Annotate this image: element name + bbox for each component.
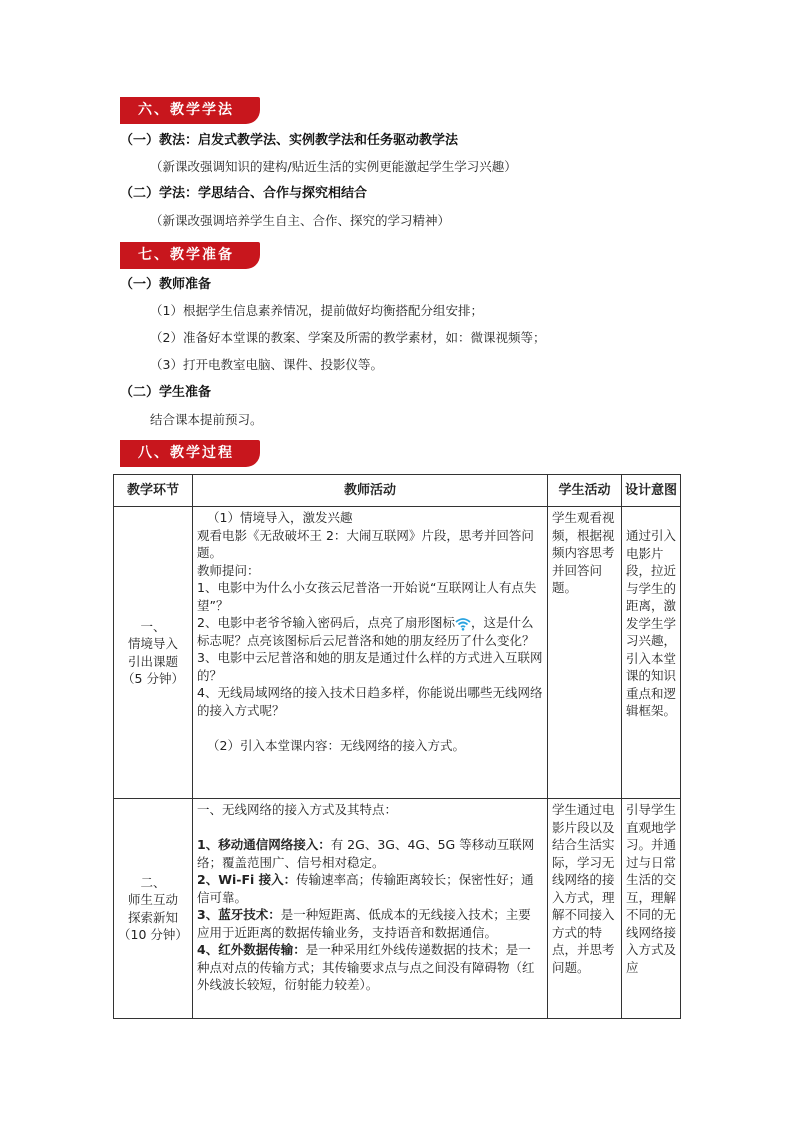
stage-line: 探索新知 [127, 909, 178, 925]
teaching-process-table [113, 474, 681, 1019]
header-teacher: 教师活动 [193, 475, 548, 507]
teacher-prep-heading: （一）教师准备 [120, 277, 212, 292]
teacher-line: （1）情境导入，激发兴趣 [207, 510, 353, 525]
question-text: ，这是什么标志呢？点亮该图标后云尼普洛和她的朋友经历了什么变化？ [197, 615, 535, 648]
table-header-row [114, 475, 681, 507]
teacher-question: 4、无线局域网络的接入技术日趋多样，你能说出哪些无线网络的接入方式呢？ [197, 685, 543, 718]
teacher-activity-cell [193, 799, 548, 1019]
section-banner-6: 六、教学学法 [120, 97, 260, 124]
stage-cell [114, 799, 193, 1019]
stage-cell [114, 507, 193, 799]
teacher-question: 1、电影中为什么小女孩云尼普洛一开始说“互联网让人有点失望”？ [197, 580, 537, 613]
stage-line: 师生互动 [127, 892, 178, 907]
design-intent-cell: 引导学生直观地学习。并通过与日常生活的交互，理解不同的无线网络接入方式及应 [622, 799, 681, 1019]
table-row [114, 507, 681, 799]
access-item [197, 836, 543, 871]
stage-line: 引出课题 [127, 653, 178, 669]
teacher-line: 一、无线网络的接入方式及其特点： [197, 802, 398, 817]
access-item-title: 4、红外数据传输： [197, 942, 306, 957]
access-item-text: 有 2G、3G、4G、5G 等移动互联网络；覆盖范围广、信号相对稳定。 [197, 837, 535, 870]
access-item-text: 是一种短距离、低成本的无线接入技术；主要应用于近距离的数据传输业务，支持语音和数据通信。 [197, 907, 531, 940]
teaching-method-heading: （一）教法：启发式教学法、实例教学法和任务驱动教学法 [120, 133, 459, 148]
access-item [197, 941, 543, 994]
section-banner-8: 八、教学过程 [120, 440, 260, 467]
teacher-activity-cell [193, 507, 548, 799]
access-item-title: 2、Wi-Fi 接入： [197, 872, 297, 887]
teacher-prep-item-2: （2）准备好本堂课的教案、学案及所需的教学素材，如：微课视频等； [150, 330, 546, 345]
wifi-icon [455, 617, 471, 631]
teacher-prep-item-3: （3）打开电教室电脑、课件、投影仪等。 [150, 357, 383, 372]
student-prep-heading: （二）学生准备 [120, 385, 212, 400]
stage-line: 情境导入 [127, 636, 178, 651]
stage-line: 二、 [140, 874, 166, 890]
header-stage: 教学环节 [114, 475, 193, 507]
teacher-question [197, 614, 543, 649]
header-student: 学生活动 [548, 475, 622, 507]
access-item-text: 是一种采用红外线传递数据的技术；是一种点对点的传输方式；其传输要求点与点之间没有障碍物（红外线波长较短，衍射能力较差）。 [197, 942, 535, 992]
section-banner-7: 七、教学准备 [120, 242, 260, 269]
teacher-line: （2）引入本堂课内容：无线网络的接入方式。 [207, 737, 465, 753]
teacher-prep-item-1: （1）根据学生信息素养情况，提前做好均衡搭配分组安排； [150, 303, 483, 318]
teacher-question: 3、电影中云尼普洛和她的朋友是通过什么样的方式进入互联网的？ [197, 650, 543, 683]
learning-method-note: （新课改强调培养学生自主、合作、探究的学习精神） [150, 213, 451, 228]
question-text: 2、电影中老爷爷输入密码后，点亮了扇形图标 [197, 615, 455, 630]
student-prep-text: 结合课本提前预习。 [150, 412, 263, 427]
access-item-text: 传输速率高；传输距离较长；保密性好；通信可靠。 [197, 872, 534, 905]
student-activity-cell: 学生通过电影片段以及结合生活实际，学习无线网络的接入方式，理解不同接入方式的特点，并思考问题。 [548, 799, 622, 1019]
teacher-line: 教师提问： [197, 562, 260, 578]
access-item-title: 1、移动通信网络接入： [197, 837, 331, 852]
stage-line: （10 分钟） [118, 927, 188, 942]
header-design: 设计意图 [622, 475, 681, 507]
teacher-line: 观看电影《无敌破坏王 2：大闹互联网》片段，思考并回答问题。 [197, 527, 534, 560]
learning-method-heading: （二）学法：学思结合、合作与探究相结合 [120, 186, 368, 201]
stage-line: 一、 [140, 618, 166, 634]
student-activity-cell: 学生观看视频，根据视频内容思考并回答问题。 [548, 507, 622, 799]
design-intent-cell: 通过引入电影片段，拉近与学生的距离，激发学生学习兴趣，引入本堂课的知识重点和逻辑框架。 [622, 507, 681, 799]
teaching-method-note: （新课改强调知识的建构/贴近生活的实例更能激起学生学习兴趣） [150, 159, 517, 174]
access-item [197, 906, 543, 941]
table-row [114, 799, 681, 1019]
stage-line: （5 分钟） [122, 671, 184, 686]
access-item-title: 3、蓝牙技术： [197, 907, 281, 922]
access-item [197, 871, 543, 906]
